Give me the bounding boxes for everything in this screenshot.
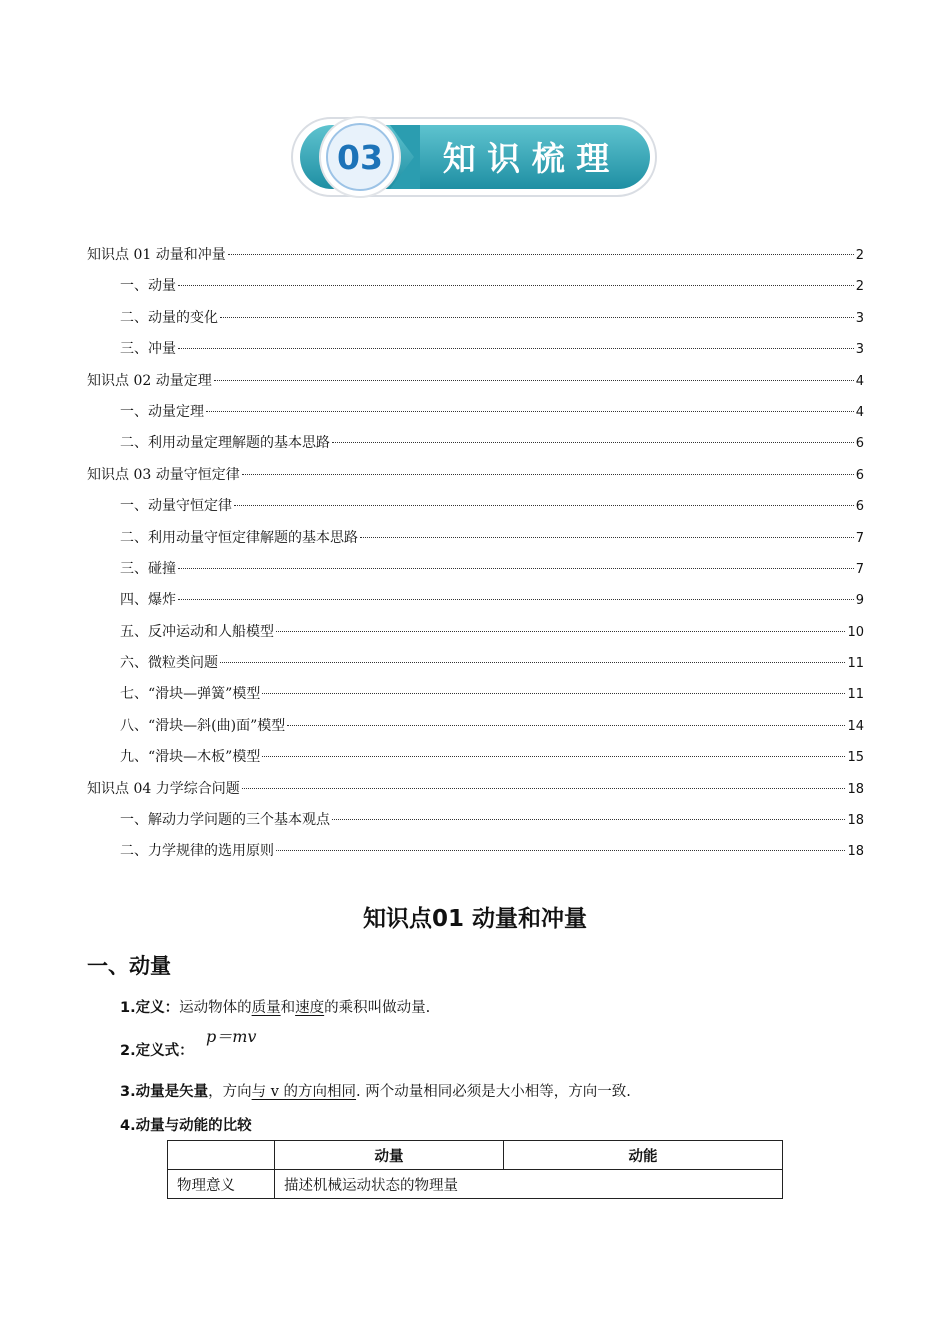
banner-number: 03: [337, 138, 383, 177]
toc-leader-dots: [178, 568, 854, 569]
toc-entry-page: 6: [855, 499, 864, 515]
vector-underline-direction: 与 v 的方向相同: [251, 1084, 357, 1100]
toc-entry-label: 知识点 04 力学综合问题: [87, 780, 240, 797]
vector-label: 3.动量是矢量: [120, 1084, 209, 1100]
toc-entry-page: 2: [855, 279, 864, 295]
table-of-contents: [87, 240, 864, 868]
toc-entry-label: 九、“滑块—木板”模型: [120, 749, 261, 766]
toc-leader-dots: [242, 474, 854, 475]
toc-entry-label: 二、利用动量定理解题的基本思路: [120, 435, 330, 452]
toc-entry[interactable]: [87, 397, 864, 428]
toc-entry-page: 6: [855, 436, 864, 452]
definition-text-2: 和: [280, 1000, 296, 1016]
toc-entry-label: 八、“滑块—斜(曲)面”模型: [120, 717, 286, 734]
toc-entry[interactable]: [87, 366, 864, 397]
toc-entry-page: 4: [855, 404, 864, 420]
toc-entry-label: 四、爆炸: [120, 592, 176, 609]
toc-entry[interactable]: [87, 805, 864, 836]
toc-leader-dots: [332, 442, 854, 443]
table-row: [168, 1170, 783, 1199]
toc-entry-page: 7: [855, 561, 864, 577]
toc-leader-dots: [276, 631, 845, 632]
section-title: 知识点01 动量和冲量: [362, 906, 587, 932]
toc-entry[interactable]: [87, 774, 864, 805]
toc-leader-dots: [178, 348, 854, 349]
toc-entry-page: 6: [855, 467, 864, 483]
table-cell-value: 描述机械运动状态的物理量: [275, 1170, 783, 1199]
toc-entry[interactable]: [87, 711, 864, 742]
toc-entry-label: 二、力学规律的选用原则: [120, 843, 274, 860]
comparison-table: [167, 1140, 783, 1199]
toc-entry[interactable]: [87, 648, 864, 679]
toc-entry-page: 3: [855, 342, 864, 358]
toc-entry[interactable]: [87, 491, 864, 522]
toc-entry-label: 五、反冲运动和人船模型: [120, 623, 274, 640]
toc-entry-label: 一、动量: [120, 278, 176, 295]
vector-text-1: ，方向: [208, 1084, 252, 1100]
definition-text-1: 运动物体的: [179, 1000, 252, 1016]
toc-leader-dots: [220, 662, 845, 663]
toc-entry[interactable]: [87, 679, 864, 710]
comparison-line: [120, 1114, 252, 1135]
toc-entry-label: 七、“滑块—弹簧”模型: [120, 686, 261, 703]
toc-leader-dots: [178, 599, 854, 600]
toc-leader-dots: [262, 693, 845, 694]
toc-entry[interactable]: [87, 334, 864, 365]
banner-title: 知 识 梳 理: [442, 139, 610, 178]
toc-entry-label: 知识点 03 动量守恒定律: [87, 466, 240, 483]
table-header-empty: [168, 1141, 275, 1170]
toc-entry[interactable]: [87, 271, 864, 302]
table-header-row: [168, 1141, 783, 1170]
toc-entry-page: 14: [847, 718, 864, 734]
toc-leader-dots: [242, 788, 846, 789]
toc-entry-page: 10: [847, 624, 864, 640]
toc-entry-label: 六、微粒类问题: [120, 655, 218, 672]
definition-underline-mass: 质量: [251, 1000, 281, 1016]
toc-entry-page: 18: [847, 813, 864, 829]
toc-leader-dots: [234, 505, 854, 506]
section-banner: [290, 114, 658, 200]
toc-entry[interactable]: [87, 428, 864, 459]
toc-entry[interactable]: [87, 554, 864, 585]
toc-leader-dots: [332, 819, 845, 820]
toc-leader-dots: [276, 850, 845, 851]
toc-leader-dots: [228, 254, 854, 255]
toc-entry-page: 18: [847, 844, 864, 860]
toc-entry-label: 三、冲量: [120, 341, 176, 358]
toc-entry-label: 知识点 02 动量定理: [87, 372, 212, 389]
definition-underline-velocity: 速度: [295, 1000, 325, 1016]
toc-entry[interactable]: [87, 303, 864, 334]
vector-text-2: . 两个动量相同必须是大小相等，方向一致.: [356, 1084, 631, 1100]
toc-leader-dots: [220, 317, 854, 318]
comparison-label: 4.动量与动能的比较: [120, 1118, 252, 1134]
toc-entry[interactable]: [87, 836, 864, 867]
formula: p＝mv: [206, 1027, 257, 1046]
toc-entry-page: 15: [847, 750, 864, 766]
toc-entry-label: 三、碰撞: [120, 560, 176, 577]
formula-label: 2.定义式：: [120, 1043, 194, 1059]
toc-entry-label: 一、动量守恒定律: [120, 498, 232, 515]
toc-entry-page: 2: [855, 248, 864, 263]
definition-line: [120, 996, 430, 1017]
heading-momentum: 一、动量: [87, 954, 171, 978]
toc-leader-dots: [360, 537, 854, 538]
toc-entry-page: 9: [855, 593, 864, 609]
toc-entry-label: 一、解动力学问题的三个基本观点: [120, 812, 330, 829]
toc-entry-label: 一、动量定理: [120, 403, 204, 420]
toc-entry-label: 二、动量的变化: [120, 309, 218, 326]
vector-line: [120, 1080, 631, 1101]
definition-text-3: 的乘积叫做动量.: [324, 1000, 431, 1016]
toc-leader-dots: [206, 411, 854, 412]
toc-entry-page: 11: [847, 687, 864, 703]
toc-entry[interactable]: [87, 460, 864, 491]
definition-label: 1.定义：: [120, 1000, 180, 1016]
toc-entry[interactable]: [87, 523, 864, 554]
toc-leader-dots: [287, 725, 845, 726]
toc-entry-page: 7: [855, 530, 864, 546]
toc-entry-page: 18: [847, 781, 864, 797]
table-header-momentum: 动量: [275, 1141, 504, 1170]
toc-entry[interactable]: [87, 617, 864, 648]
toc-entry-page: 4: [855, 373, 864, 389]
toc-entry[interactable]: [87, 240, 864, 271]
table-cell-label: 物理意义: [168, 1170, 275, 1199]
table-header-kinetic-energy: 动能: [504, 1141, 783, 1170]
toc-entry-label: 知识点 01 动量和冲量: [87, 247, 226, 263]
toc-entry-page: 3: [855, 310, 864, 326]
toc-entry-label: 二、利用动量守恒定律解题的基本思路: [120, 529, 358, 546]
formula-line: [120, 1039, 194, 1060]
toc-leader-dots: [214, 380, 854, 381]
toc-entry-page: 11: [847, 656, 864, 672]
toc-entry[interactable]: [87, 742, 864, 773]
toc-entry[interactable]: [87, 585, 864, 616]
toc-leader-dots: [262, 756, 845, 757]
toc-leader-dots: [178, 285, 854, 286]
